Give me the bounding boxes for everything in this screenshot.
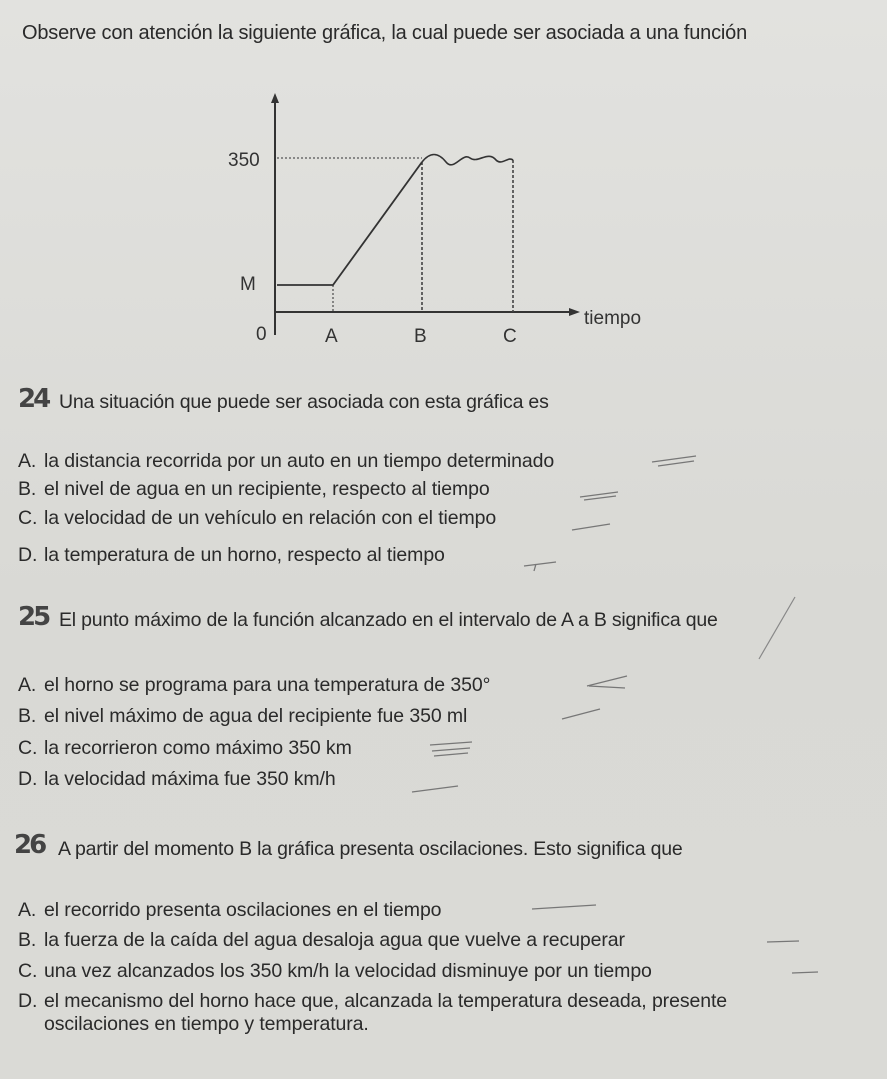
label-b: B xyxy=(414,326,427,347)
question-26-number: 26 xyxy=(14,830,45,860)
question-25-text: El punto máximo de la función alcanzado en el intervalo de A a B significa que xyxy=(59,609,718,631)
pencil-mark-q26-a xyxy=(530,900,600,914)
pencil-mark-q24-c xyxy=(570,520,614,534)
label-a: A xyxy=(325,326,338,347)
q26-option-a[interactable]: A. el recorrido presenta oscilaciones en el tiempo xyxy=(18,899,442,921)
pencil-mark-q25-c xyxy=(428,739,478,759)
pencil-mark-q26-b xyxy=(765,935,801,949)
question-25-number: 25 xyxy=(18,602,49,632)
q26-option-b[interactable]: B. la fuerza de la caída del agua desaloja agua que vuelve a recuperar xyxy=(18,929,625,951)
oscillation-curve xyxy=(422,155,513,165)
pencil-mark-q24-b xyxy=(578,488,622,502)
pencil-mark-q25-a xyxy=(585,672,635,694)
q25-option-b[interactable]: B. el nivel máximo de agua del recipiente fue 350 ml xyxy=(18,705,468,727)
q26-option-c[interactable]: C. una vez alcanzados los 350 km/h la velocidad disminuye por un tiempo xyxy=(18,960,652,982)
x-axis-arrow xyxy=(569,308,580,316)
q24-option-d[interactable]: D. la temperatura de un horno, respecto al tiempo xyxy=(18,544,445,566)
pencil-mark-q26-c xyxy=(790,965,820,979)
function-curve xyxy=(277,162,422,285)
q25-option-a[interactable]: A. el horno se programa para una temperatura de 350° xyxy=(18,674,491,696)
q24-option-b[interactable]: B. el nivel de agua en un recipiente, respecto al tiempo xyxy=(18,478,490,500)
label-origin: 0 xyxy=(256,324,267,345)
function-graph xyxy=(200,90,670,360)
intro-text: Observe con atención la siguiente gráfica, la cual puede ser asociada a una función xyxy=(22,22,747,44)
label-tiempo: tiempo xyxy=(584,308,642,329)
question-26-text: A partir del momento B la gráfica presenta oscilaciones. Esto significa que xyxy=(58,838,683,860)
label-c: C xyxy=(503,326,517,347)
label-m: M xyxy=(240,274,256,295)
q25-option-d[interactable]: D. la velocidad máxima fue 350 km/h xyxy=(18,768,336,790)
pencil-mark-q25-d xyxy=(410,780,464,796)
question-24-number: 24 xyxy=(18,384,49,414)
pencil-mark-q25-b xyxy=(560,705,606,723)
q24-option-a[interactable]: A. la distancia recorrida por un auto en un tiempo determinado xyxy=(18,450,555,472)
y-axis-arrow xyxy=(271,93,279,103)
pencil-mark-q24-d xyxy=(522,556,562,572)
pencil-mark-q25-stroke xyxy=(755,595,800,665)
pencil-mark-q24-a xyxy=(650,452,700,468)
question-24-text: Una situación que puede ser asociada con esta gráfica es xyxy=(59,391,549,413)
q26-option-d[interactable]: D. el mecanismo del horno hace que, alcanzada la temperatura deseada, presente oscilaciones en tiempo y temperatura. xyxy=(18,990,728,1035)
q24-option-c[interactable]: C. la velocidad de un vehículo en relación con el tiempo xyxy=(18,507,497,529)
label-350: 350 xyxy=(228,150,260,171)
q25-option-c[interactable]: C. la recorrieron como máximo 350 km xyxy=(18,737,352,759)
